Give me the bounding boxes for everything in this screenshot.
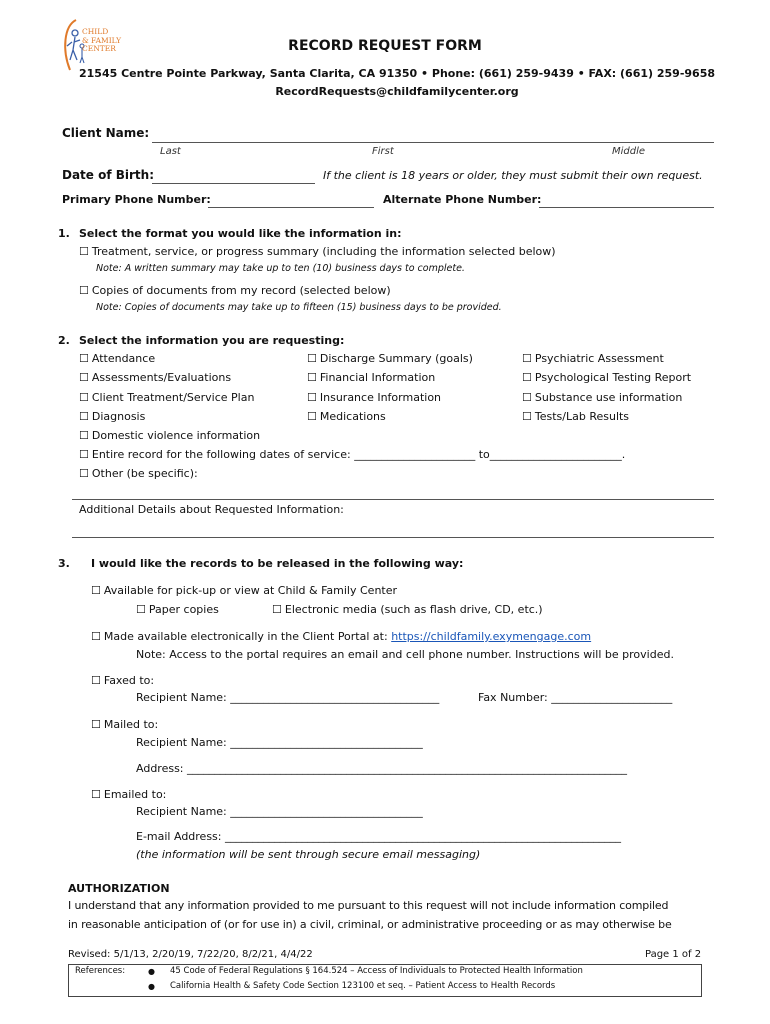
mail-recipient-field[interactable]: Recipient Name: ___________________________________	[136, 736, 423, 749]
primary-phone-field[interactable]	[208, 207, 374, 208]
fax-number-field[interactable]: Fax Number: ______________________	[478, 691, 673, 704]
last-name-caption: Last	[160, 146, 181, 157]
release-portal-checkbox[interactable]: ☐ Made available electronically in the Client Portal at:	[91, 630, 388, 643]
format-summary-note: Note: A written summary may take up to ten (10) business days to complete.	[96, 263, 465, 274]
section-2-number: 2.	[58, 334, 70, 347]
info-medications-checkbox[interactable]: ☐ Medications	[307, 410, 386, 423]
mail-address-field[interactable]: Address: ________________________________________________________________________________	[136, 762, 628, 775]
portal-note: Note: Access to the portal requires an email and cell phone number. Instructions will be provided.	[136, 648, 674, 661]
release-mail-checkbox[interactable]: ☐ Mailed to:	[91, 718, 158, 731]
reference-1: 45 Code of Federal Regulations § 164.524 – Access of Individuals to Protected Health Information	[170, 966, 583, 976]
logo-text-1: CHILD	[82, 27, 109, 36]
logo-text-2: & FAMILY	[82, 35, 122, 45]
additional-details-field[interactable]	[72, 537, 714, 538]
client-name-field[interactable]	[152, 142, 714, 143]
info-psychiatric-checkbox[interactable]: ☐ Psychiatric Assessment	[522, 352, 664, 365]
info-domestic-checkbox[interactable]: ☐ Domestic violence information	[79, 429, 260, 442]
alternate-phone-label: Alternate Phone Number:	[383, 193, 542, 206]
info-psych-testing-checkbox[interactable]: ☐ Psychological Testing Report	[522, 371, 691, 384]
email-address-field[interactable]: E-mail Address: ________________________________________________________________________	[136, 830, 621, 843]
section-3-heading: I would like the records to be released in the following way:	[91, 557, 464, 570]
release-email-checkbox[interactable]: ☐ Emailed to:	[91, 788, 166, 801]
section-1-heading: Select the format you would like the information in:	[79, 227, 402, 240]
format-copies-checkbox[interactable]: ☐ Copies of documents from my record (selected below)	[79, 284, 391, 297]
info-other-checkbox[interactable]: ☐ Other (be specific):	[79, 467, 198, 480]
info-treatment-plan-checkbox[interactable]: ☐ Client Treatment/Service Plan	[79, 391, 254, 404]
info-entire-record-checkbox[interactable]: ☐ Entire record for the following dates of service: ______________________ to________________________.	[79, 448, 625, 461]
middle-name-caption: Middle	[612, 146, 646, 157]
email-line: RecordRequests@childfamilycenter.org	[275, 85, 519, 98]
info-tests-checkbox[interactable]: ☐ Tests/Lab Results	[522, 410, 629, 423]
release-pickup-checkbox[interactable]: ☐ Available for pick-up or view at Child & Family Center	[91, 584, 397, 597]
authorization-line-2: in reasonable anticipation of (or for use in) a civil, criminal, or administrative proceeding or as may otherwise be	[68, 918, 672, 931]
section-2-heading: Select the information you are requesting:	[79, 334, 345, 347]
fax-recipient-field[interactable]: Recipient Name: ______________________________________	[136, 691, 440, 704]
other-details-field[interactable]	[72, 499, 714, 500]
dob-note: If the client is 18 years or older, they must submit their own request.	[323, 169, 703, 182]
additional-details-label: Additional Details about Requested Information:	[79, 503, 344, 516]
client-name-label: Client Name:	[62, 126, 150, 140]
info-attendance-checkbox[interactable]: ☐ Attendance	[79, 352, 155, 365]
email-note: (the information will be sent through secure email messaging)	[136, 848, 481, 861]
info-discharge-checkbox[interactable]: ☐ Discharge Summary (goals)	[307, 352, 473, 365]
reference-2: California Health & Safety Code Section 123100 et seq. – Patient Access to Health Records	[170, 981, 556, 991]
address-line: 21545 Centre Pointe Parkway, Santa Clarita, CA 91350 • Phone: (661) 259-9439 • FAX: (661) 259-9658	[78, 67, 716, 80]
revised-dates: Revised: 5/1/13, 2/20/19, 7/22/20, 8/2/21, 4/4/22	[68, 949, 313, 960]
reference-bullet-2: ●	[148, 982, 155, 991]
release-electronic-media-checkbox[interactable]: ☐ Electronic media (such as flash drive, CD, etc.)	[272, 603, 543, 616]
dob-field[interactable]	[152, 183, 315, 184]
info-substance-checkbox[interactable]: ☐ Substance use information	[522, 391, 682, 404]
release-portal-row	[91, 630, 591, 643]
authorization-line-1: I understand that any information provided to me pursuant to this request will not include information compiled	[68, 899, 669, 912]
dob-label: Date of Birth:	[62, 168, 155, 182]
first-name-caption: First	[372, 146, 394, 157]
form-title: RECORD REQUEST FORM	[288, 38, 482, 54]
info-financial-checkbox[interactable]: ☐ Financial Information	[307, 371, 435, 384]
info-assessments-checkbox[interactable]: ☐ Assessments/Evaluations	[79, 371, 231, 384]
logo-text-3: CENTER	[82, 44, 116, 53]
format-copies-note: Note: Copies of documents may take up to fifteen (15) business days to be provided.	[96, 302, 502, 313]
format-summary-checkbox[interactable]: ☐ Treatment, service, or progress summary (including the information selected below)	[79, 245, 556, 258]
authorization-heading: AUTHORIZATION	[68, 882, 170, 895]
release-fax-checkbox[interactable]: ☐ Faxed to:	[91, 674, 154, 687]
release-paper-checkbox[interactable]: ☐ Paper copies	[136, 603, 219, 616]
page-number: Page 1 of 2	[645, 949, 702, 960]
info-insurance-checkbox[interactable]: ☐ Insurance Information	[307, 391, 441, 404]
references-label: References:	[75, 966, 126, 976]
info-diagnosis-checkbox[interactable]: ☐ Diagnosis	[79, 410, 145, 423]
email-recipient-field[interactable]: Recipient Name: ___________________________________	[136, 805, 423, 818]
primary-phone-label: Primary Phone Number:	[62, 193, 211, 206]
section-3-number: 3.	[58, 557, 70, 570]
section-1-number: 1.	[58, 227, 70, 240]
reference-bullet-1: ●	[148, 967, 155, 976]
portal-link[interactable]: https://childfamily.exymengage.com	[391, 630, 592, 643]
alternate-phone-field[interactable]	[539, 207, 714, 208]
